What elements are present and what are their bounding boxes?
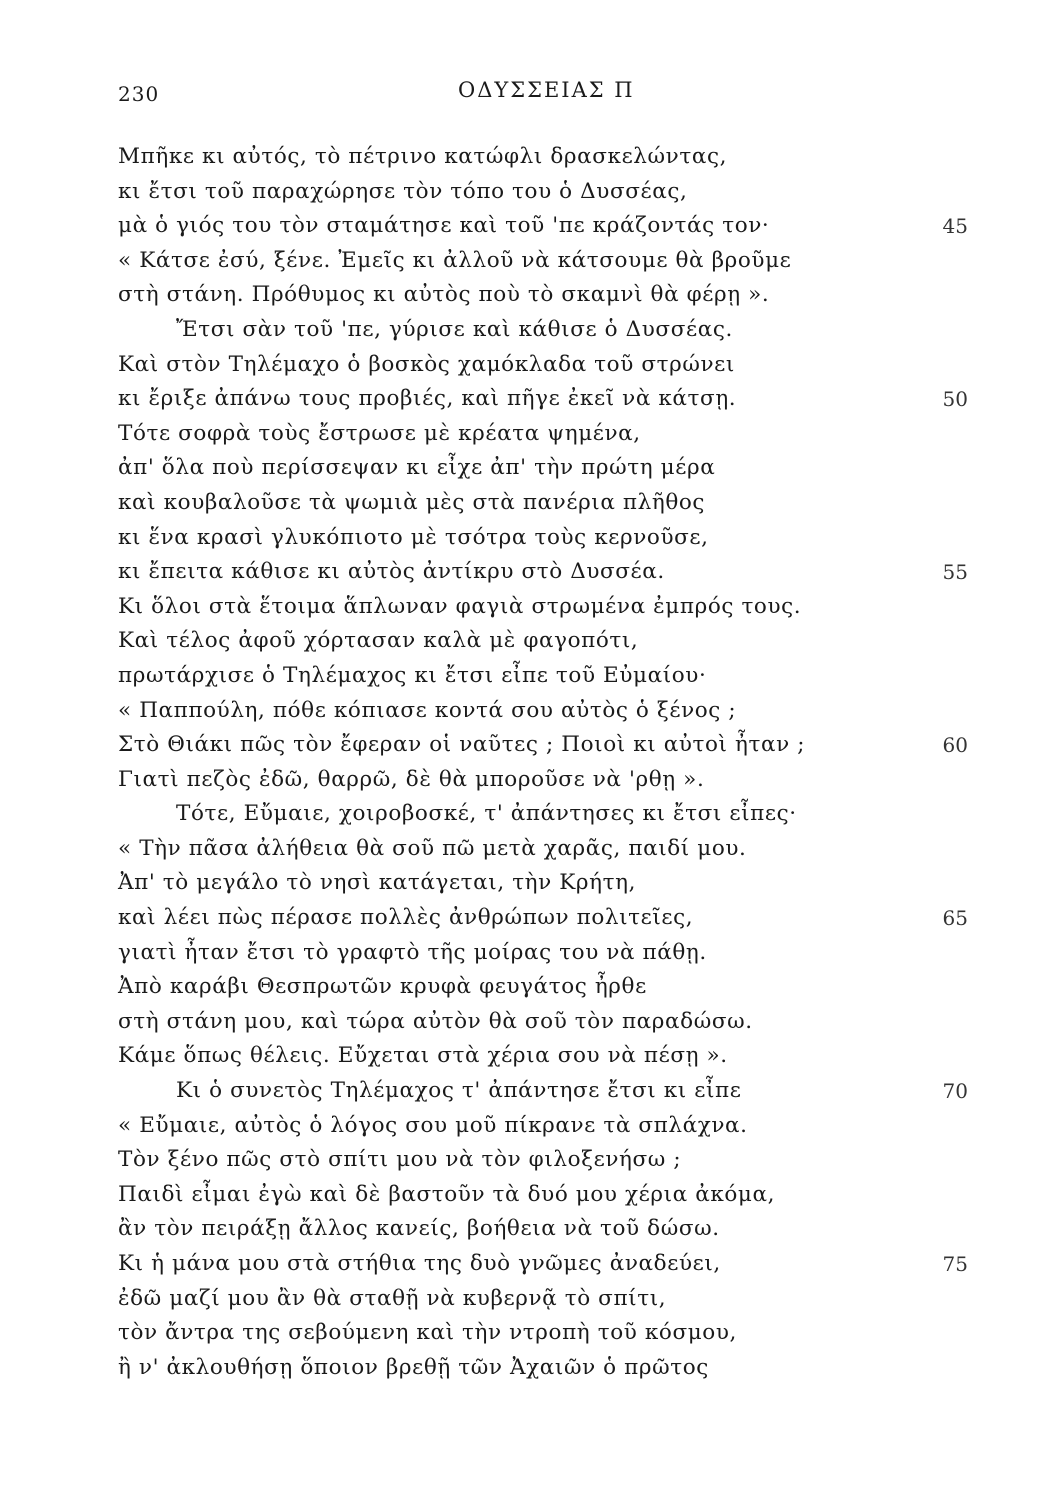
verse-text: καὶ κουβαλοῦσε τὰ ψωμιὰ μὲς στὰ πανέρια πλῆθος bbox=[118, 489, 706, 515]
verse-text: Γιατὶ πεζὸς ἐδῶ, θαρρῶ, δὲ θὰ μποροῦσε νὰ 'ρθῃ ». bbox=[118, 766, 705, 792]
verse-text: Τότε, Εὔμαιε, χοιροβοσκέ, τ' ἀπάντησες κι ἔτσι εἶπες· bbox=[176, 801, 797, 827]
verse-line bbox=[118, 382, 968, 417]
verse-line bbox=[118, 1178, 968, 1213]
line-number: 65 bbox=[942, 906, 968, 931]
verse-line bbox=[118, 866, 968, 901]
verse-line bbox=[118, 417, 968, 452]
verse-text: Τὸν ξένο πῶς στὸ σπίτι μου νὰ τὸν φιλοξενήσω ; bbox=[118, 1147, 682, 1173]
verse-line bbox=[118, 970, 968, 1005]
verse-line bbox=[118, 936, 968, 971]
verse-line bbox=[118, 348, 968, 383]
verse-text: Κάμε ὅπως θέλεις. Εὔχεται στὰ χέρια σου νὰ πέσῃ ». bbox=[118, 1043, 728, 1069]
verse-line bbox=[118, 1247, 968, 1282]
verse-line bbox=[118, 451, 968, 486]
verse-text: κι ἕνα κρασὶ γλυκόπιοτο μὲ τσότρα τοὺς κερνοῦσε, bbox=[118, 524, 709, 550]
verse-text: κι ἔπειτα κάθισε κι αὐτὸς ἀντίκρυ στὸ Δυσσέα. bbox=[118, 559, 665, 585]
verse-block bbox=[118, 140, 968, 1385]
verse-text: γιατὶ ἦταν ἔτσι τὸ γραφτὸ τῆς μοίρας του νὰ πάθῃ. bbox=[118, 939, 707, 965]
verse-text: Στὸ Θιάκι πῶς τὸν ἔφεραν οἱ ναῦτες ; Ποιοὶ κι αὐτοὶ ἦταν ; bbox=[118, 732, 806, 758]
verse-text: κι ἔτσι τοῦ παραχώρησε τὸν τόπο του ὁ Δυσσέας, bbox=[118, 178, 688, 204]
verse-text: ἢ ν' ἀκλουθήσῃ ὅποιον βρεθῇ τῶν Ἀχαιῶν ὁ πρῶτος bbox=[118, 1354, 709, 1380]
verse-text: Μπῆκε κι αὐτός, τὸ πέτρινο κατώφλι δρασκελώντας, bbox=[118, 144, 728, 169]
line-number: 50 bbox=[942, 387, 968, 412]
verse-line bbox=[118, 1351, 968, 1386]
verse-line bbox=[118, 555, 968, 590]
line-number: 60 bbox=[942, 733, 968, 758]
line-number: 70 bbox=[942, 1079, 968, 1104]
verse-line bbox=[118, 521, 968, 556]
verse-text: « Τὴν πᾶσα ἀλήθεια θὰ σοῦ πῶ μετὰ χαρᾶς, παιδί μου. bbox=[118, 835, 747, 861]
verse-line bbox=[118, 244, 968, 279]
verse-text: μὰ ὁ γιός του τὸν σταμάτησε καὶ τοῦ 'πε κράζοντάς τον· bbox=[118, 213, 770, 239]
verse-text: καὶ λέει πὼς πέρασε πολλὲς ἀνθρώπων πολιτεῖες, bbox=[118, 905, 694, 931]
verse-line bbox=[118, 1143, 968, 1178]
verse-text: τὸν ἄντρα της σεβούμενη καὶ τὴν ντροπὴ τοῦ κόσμου, bbox=[118, 1320, 737, 1346]
line-number: 75 bbox=[942, 1252, 968, 1276]
verse-line bbox=[118, 694, 968, 729]
verse-text: Παιδὶ εἶμαι ἐγὼ καὶ δὲ βαστοῦν τὰ δυό μου χέρια ἀκόμα, bbox=[118, 1181, 776, 1207]
verse-text: ἀπ' ὅλα ποὺ περίσσεψαν κι εἶχε ἀπ' τὴν πρώτη μέρα bbox=[118, 455, 716, 481]
verse-line bbox=[118, 1039, 968, 1074]
verse-line bbox=[118, 175, 968, 210]
running-title: ΟΔΥΣΣΕΙΑΣ Π bbox=[458, 78, 635, 102]
verse-line bbox=[118, 624, 968, 659]
verse-text: Τότε σοφρὰ τοὺς ἔστρωσε μὲ κρέατα ψημένα, bbox=[118, 420, 641, 446]
verse-text: Καὶ τέλος ἀφοῦ χόρτασαν καλὰ μὲ φαγοπότι, bbox=[118, 628, 639, 654]
verse-text: « Κάτσε ἐσύ, ξένε. Ἐμεῖς κι ἀλλοῦ νὰ κάτσουμε θὰ βροῦμε bbox=[118, 247, 792, 273]
verse-text: Ἔτσι σὰν τοῦ 'πε, γύρισε καὶ κάθισε ὁ Δυσσέας. bbox=[176, 316, 733, 342]
verse-line bbox=[118, 313, 968, 348]
verse-line bbox=[118, 1074, 968, 1109]
verse-text: Ἀπ' τὸ μεγάλο τὸ νησὶ κατάγεται, τὴν Κρήτη, bbox=[118, 870, 637, 896]
verse-text: Ἀπὸ καράβι Θεσπρωτῶν κρυφὰ φευγάτος ἦρθε bbox=[118, 974, 647, 1000]
verse-line bbox=[118, 1005, 968, 1040]
verse-line bbox=[118, 1282, 968, 1317]
verse-text: « Παππούλη, πόθε κόπιασε κοντά σου αὐτὸς ὁ ξένος ; bbox=[118, 697, 737, 723]
verse-text: στὴ στάνη. Πρόθυμος κι αὐτὸς ποὺ τὸ σκαμνὶ θὰ φέρῃ ». bbox=[118, 282, 770, 308]
verse-line bbox=[118, 728, 968, 763]
verse-line bbox=[118, 659, 968, 694]
verse-text: στὴ στάνη μου, καὶ τώρα αὐτὸν θὰ σοῦ τὸν παραδώσω. bbox=[118, 1008, 753, 1034]
verse-text: Καὶ στὸν Τηλέμαχο ὁ βοσκὸς χαμόκλαδα τοῦ στρώνει bbox=[118, 351, 735, 377]
verse-line bbox=[118, 486, 968, 521]
verse-text: « Εὔμαιε, αὐτὸς ὁ λόγος σου μοῦ πίκρανε τὰ σπλάχνα. bbox=[118, 1112, 748, 1138]
line-number: 55 bbox=[942, 560, 968, 585]
verse-line bbox=[118, 1212, 968, 1247]
verse-line bbox=[118, 1109, 968, 1144]
verse-text: Κι ὁ συνετὸς Τηλέμαχος τ' ἀπάντησε ἔτσι κι εἶπε bbox=[176, 1078, 742, 1104]
verse-line bbox=[118, 209, 968, 244]
verse-text: Κι ἡ μάνα μου στὰ στήθια της δυὸ γνῶμες ἀναδεύει, bbox=[118, 1251, 721, 1276]
verse-line bbox=[118, 590, 968, 625]
verse-line bbox=[118, 797, 968, 832]
verse-line bbox=[118, 140, 968, 175]
verse-line bbox=[118, 1316, 968, 1351]
verse-line bbox=[118, 763, 968, 798]
verse-line bbox=[118, 832, 968, 867]
verse-text: ἐδῶ μαζί μου ἂν θὰ σταθῇ νὰ κυβερνᾷ τὸ σπίτι, bbox=[118, 1285, 667, 1311]
verse-line bbox=[118, 278, 968, 313]
page-number: 230 bbox=[118, 82, 160, 106]
verse-line bbox=[118, 901, 968, 936]
verse-text: κι ἔριξε ἀπάνω τους προβιές, καὶ πῆγε ἐκεῖ νὰ κάτσῃ. bbox=[118, 386, 737, 412]
verse-text: Κι ὅλοι στὰ ἕτοιμα ἅπλωναν φαγιὰ στρωμένα ἐμπρός τους. bbox=[118, 593, 802, 619]
verse-text: ἂν τὸν πειράξῃ ἄλλος κανείς, βοήθεια νὰ τοῦ δώσω. bbox=[118, 1216, 720, 1242]
verse-text: πρωτάρχισε ὁ Τηλέμαχος κι ἔτσι εἶπε τοῦ Εὐμαίου· bbox=[118, 662, 707, 688]
line-number: 45 bbox=[942, 214, 968, 239]
